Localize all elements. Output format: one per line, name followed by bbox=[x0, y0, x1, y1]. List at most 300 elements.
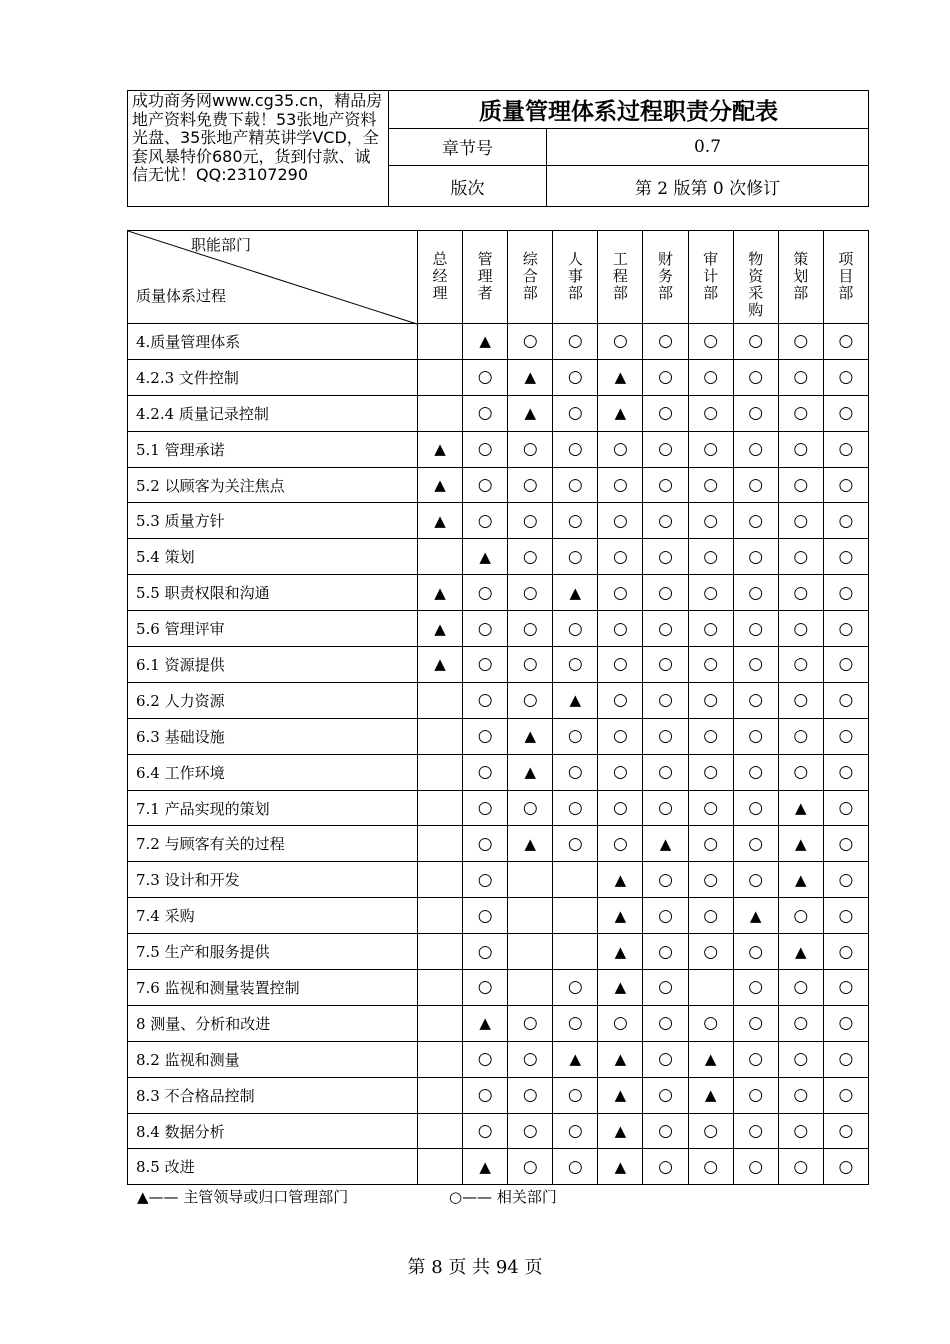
responsibility-cell: ○ bbox=[643, 970, 688, 1006]
responsibility-cell: ○ bbox=[823, 503, 868, 539]
responsibility-cell: ○ bbox=[688, 1149, 733, 1185]
dept-header bbox=[553, 231, 598, 324]
responsibility-cell bbox=[418, 1041, 463, 1077]
table-row bbox=[128, 934, 869, 970]
responsibility-cell: ○ bbox=[553, 395, 598, 431]
responsibility-cell: ○ bbox=[688, 862, 733, 898]
dept-header bbox=[463, 231, 508, 324]
table-row bbox=[128, 611, 869, 647]
responsibility-cell: ○ bbox=[598, 611, 643, 647]
responsibility-cell: ○ bbox=[643, 575, 688, 611]
legend-related: ○—— 相关部门 bbox=[449, 1188, 557, 1206]
responsibility-cell: ○ bbox=[598, 718, 643, 754]
dept-header bbox=[733, 231, 778, 324]
responsibility-cell: ○ bbox=[778, 467, 823, 503]
responsibility-cell: ○ bbox=[688, 575, 733, 611]
table-row bbox=[128, 575, 869, 611]
responsibility-cell: ○ bbox=[688, 754, 733, 790]
responsibility-cell: ○ bbox=[598, 682, 643, 718]
responsibility-cell: ○ bbox=[778, 395, 823, 431]
responsibility-cell: ○ bbox=[598, 503, 643, 539]
responsibility-cell: ▲ bbox=[643, 826, 688, 862]
responsibility-cell: ○ bbox=[643, 1077, 688, 1113]
responsibility-cell: ○ bbox=[823, 611, 868, 647]
responsibility-cell: ○ bbox=[463, 682, 508, 718]
responsibility-cell: ○ bbox=[823, 862, 868, 898]
responsibility-cell: ○ bbox=[463, 826, 508, 862]
dept-header bbox=[823, 231, 868, 324]
responsibility-cell: ○ bbox=[823, 754, 868, 790]
process-name: 7.6 监视和测量装置控制 bbox=[128, 970, 418, 1006]
process-name: 7.4 采购 bbox=[128, 898, 418, 934]
dept-header-label: 项目部 bbox=[838, 250, 854, 302]
process-name: 6.2 人力资源 bbox=[128, 682, 418, 718]
responsibility-cell bbox=[418, 754, 463, 790]
responsibility-cell: ○ bbox=[553, 611, 598, 647]
responsibility-cell: ○ bbox=[733, 934, 778, 970]
responsibility-cell bbox=[418, 718, 463, 754]
responsibility-cell: ○ bbox=[463, 467, 508, 503]
responsibility-cell: ○ bbox=[823, 970, 868, 1006]
responsibility-cell: ○ bbox=[463, 790, 508, 826]
responsibility-cell bbox=[508, 862, 553, 898]
page-footer: 第 8 页 共 94 页 bbox=[407, 1257, 543, 1278]
responsibility-cell: ○ bbox=[463, 754, 508, 790]
responsibility-cell: ○ bbox=[778, 682, 823, 718]
responsibility-cell: ▲ bbox=[418, 467, 463, 503]
process-name: 7.2 与顾客有关的过程 bbox=[128, 826, 418, 862]
responsibility-cell: ▲ bbox=[418, 611, 463, 647]
responsibility-cell: ○ bbox=[778, 1041, 823, 1077]
responsibility-cell: ○ bbox=[598, 324, 643, 360]
responsibility-cell: ▲ bbox=[598, 898, 643, 934]
responsibility-cell: ○ bbox=[598, 790, 643, 826]
dept-header bbox=[643, 231, 688, 324]
responsibility-cell: ○ bbox=[733, 826, 778, 862]
responsibility-cell bbox=[418, 1077, 463, 1113]
responsibility-cell: ○ bbox=[733, 1077, 778, 1113]
responsibility-cell: ○ bbox=[463, 359, 508, 395]
responsibility-cell: ○ bbox=[508, 1113, 553, 1149]
responsibility-cell: ○ bbox=[778, 611, 823, 647]
responsibility-cell: ○ bbox=[733, 1005, 778, 1041]
responsibility-cell: ○ bbox=[778, 1077, 823, 1113]
responsibility-cell bbox=[418, 862, 463, 898]
responsibility-cell: ○ bbox=[823, 575, 868, 611]
responsibility-cell: ▲ bbox=[778, 790, 823, 826]
responsibility-cell: ○ bbox=[688, 934, 733, 970]
responsibility-cell: ○ bbox=[643, 754, 688, 790]
responsibility-cell: ▲ bbox=[463, 539, 508, 575]
table-row bbox=[128, 1041, 869, 1077]
responsibility-cell bbox=[418, 539, 463, 575]
responsibility-cell: ▲ bbox=[598, 970, 643, 1006]
responsibility-cell: ○ bbox=[688, 682, 733, 718]
responsibility-cell: ○ bbox=[688, 395, 733, 431]
responsibility-cell: ○ bbox=[778, 647, 823, 683]
promo-text: 成功商务网www.cg35.cn，精品房地产资料免费下载！53张地产资料光盘、35张地产精英讲学VCD，全套风暴特价680元，货到付款、诚信无忧！QQ:23107290 bbox=[128, 91, 389, 207]
table-row bbox=[128, 718, 869, 754]
section-value: 0.7 bbox=[547, 128, 869, 166]
responsibility-cell: ○ bbox=[823, 934, 868, 970]
responsibility-cell: ▲ bbox=[778, 826, 823, 862]
responsibility-cell: ○ bbox=[778, 718, 823, 754]
responsibility-cell: ▲ bbox=[598, 934, 643, 970]
corner-top-label: 职能部门 bbox=[191, 236, 252, 254]
corner-diagonal bbox=[128, 231, 418, 325]
responsibility-cell: ○ bbox=[553, 826, 598, 862]
responsibility-cell: ○ bbox=[463, 647, 508, 683]
responsibility-cell: ▲ bbox=[508, 718, 553, 754]
responsibility-cell: ○ bbox=[688, 431, 733, 467]
process-name: 8.2 监视和测量 bbox=[128, 1041, 418, 1077]
responsibility-cell: ▲ bbox=[733, 898, 778, 934]
responsibility-cell: ○ bbox=[823, 467, 868, 503]
responsibility-cell bbox=[418, 1113, 463, 1149]
responsibility-cell: ○ bbox=[643, 467, 688, 503]
process-name: 7.5 生产和服务提供 bbox=[128, 934, 418, 970]
responsibility-cell bbox=[418, 790, 463, 826]
responsibility-cell: ○ bbox=[553, 718, 598, 754]
process-name: 4.2.3 文件控制 bbox=[128, 359, 418, 395]
responsibility-cell: ▲ bbox=[553, 682, 598, 718]
responsibility-cell bbox=[418, 324, 463, 360]
responsibility-cell: ○ bbox=[733, 1113, 778, 1149]
responsibility-cell: ○ bbox=[733, 467, 778, 503]
responsibility-cell: ○ bbox=[823, 898, 868, 934]
responsibility-cell bbox=[508, 898, 553, 934]
responsibility-cell bbox=[418, 1149, 463, 1185]
responsibility-cell: ○ bbox=[598, 467, 643, 503]
process-name: 7.3 设计和开发 bbox=[128, 862, 418, 898]
responsibility-cell bbox=[688, 970, 733, 1006]
responsibility-cell: ○ bbox=[553, 1005, 598, 1041]
dept-header bbox=[598, 231, 643, 324]
responsibility-cell: ○ bbox=[733, 575, 778, 611]
dept-header-label: 审计部 bbox=[703, 250, 719, 302]
responsibility-matrix bbox=[127, 230, 869, 1185]
dept-header-label: 财务部 bbox=[658, 250, 674, 302]
responsibility-cell bbox=[508, 970, 553, 1006]
responsibility-cell: ○ bbox=[598, 647, 643, 683]
process-name: 8 测量、分析和改进 bbox=[128, 1005, 418, 1041]
responsibility-cell: ○ bbox=[598, 539, 643, 575]
dept-header bbox=[778, 231, 823, 324]
table-row bbox=[128, 324, 869, 360]
responsibility-cell: ▲ bbox=[598, 1077, 643, 1113]
responsibility-cell: ○ bbox=[778, 539, 823, 575]
responsibility-cell: ○ bbox=[643, 1113, 688, 1149]
responsibility-cell bbox=[418, 395, 463, 431]
corner-bottom-label: 质量体系过程 bbox=[136, 287, 227, 305]
document-title: 质量管理体系过程职责分配表 bbox=[389, 91, 869, 129]
responsibility-cell: ○ bbox=[778, 1149, 823, 1185]
responsibility-cell: ○ bbox=[823, 431, 868, 467]
process-name: 4.2.4 质量记录控制 bbox=[128, 395, 418, 431]
responsibility-cell: ○ bbox=[553, 467, 598, 503]
table-row bbox=[128, 862, 869, 898]
responsibility-cell: ○ bbox=[733, 324, 778, 360]
table-row bbox=[128, 898, 869, 934]
responsibility-cell: ○ bbox=[823, 647, 868, 683]
version-value: 第 2 版第 0 次修订 bbox=[547, 166, 869, 207]
responsibility-cell: ▲ bbox=[598, 862, 643, 898]
responsibility-cell: ○ bbox=[553, 647, 598, 683]
responsibility-cell: ○ bbox=[733, 682, 778, 718]
responsibility-cell: ○ bbox=[463, 898, 508, 934]
responsibility-cell: ○ bbox=[688, 611, 733, 647]
responsibility-cell: ○ bbox=[823, 324, 868, 360]
responsibility-cell: ○ bbox=[643, 1005, 688, 1041]
responsibility-cell: ○ bbox=[823, 395, 868, 431]
legend bbox=[137, 1186, 557, 1207]
responsibility-cell: ○ bbox=[733, 395, 778, 431]
process-name: 8.5 改进 bbox=[128, 1149, 418, 1185]
responsibility-cell: ○ bbox=[643, 503, 688, 539]
responsibility-cell bbox=[418, 682, 463, 718]
dept-header-label: 工程部 bbox=[612, 250, 628, 302]
responsibility-cell: ○ bbox=[733, 539, 778, 575]
responsibility-cell: ○ bbox=[508, 503, 553, 539]
dept-header-label: 总经理 bbox=[432, 250, 448, 302]
responsibility-cell: ○ bbox=[643, 862, 688, 898]
table-row bbox=[128, 503, 869, 539]
responsibility-cell: ○ bbox=[778, 503, 823, 539]
responsibility-cell: ○ bbox=[463, 431, 508, 467]
legend-primary: ▲—— 主管领导或归口管理部门 bbox=[137, 1188, 349, 1206]
responsibility-cell: ○ bbox=[553, 324, 598, 360]
responsibility-cell: ○ bbox=[688, 359, 733, 395]
responsibility-cell: ○ bbox=[823, 359, 868, 395]
responsibility-cell: ○ bbox=[463, 862, 508, 898]
responsibility-cell: ▲ bbox=[778, 934, 823, 970]
responsibility-cell: ▲ bbox=[778, 862, 823, 898]
responsibility-cell: ○ bbox=[778, 324, 823, 360]
responsibility-cell: ○ bbox=[778, 431, 823, 467]
responsibility-cell: ○ bbox=[823, 1041, 868, 1077]
responsibility-cell: ○ bbox=[823, 539, 868, 575]
dept-header bbox=[688, 231, 733, 324]
responsibility-cell: ▲ bbox=[508, 359, 553, 395]
responsibility-cell: ▲ bbox=[688, 1041, 733, 1077]
responsibility-cell: ○ bbox=[508, 611, 553, 647]
responsibility-cell: ○ bbox=[598, 575, 643, 611]
responsibility-cell: ▲ bbox=[463, 324, 508, 360]
table-row bbox=[128, 647, 869, 683]
responsibility-cell: ○ bbox=[688, 898, 733, 934]
table-row bbox=[128, 359, 869, 395]
responsibility-cell: ○ bbox=[553, 970, 598, 1006]
responsibility-cell: ○ bbox=[823, 1113, 868, 1149]
responsibility-cell bbox=[553, 862, 598, 898]
process-name: 6.1 资源提供 bbox=[128, 647, 418, 683]
dept-header-label: 人事部 bbox=[567, 250, 583, 302]
responsibility-cell: ○ bbox=[553, 790, 598, 826]
table-row bbox=[128, 1077, 869, 1113]
responsibility-cell: ▲ bbox=[508, 826, 553, 862]
responsibility-cell: ○ bbox=[643, 324, 688, 360]
responsibility-cell: ○ bbox=[463, 718, 508, 754]
responsibility-cell: ○ bbox=[733, 647, 778, 683]
responsibility-cell: ▲ bbox=[418, 431, 463, 467]
responsibility-cell: ○ bbox=[508, 539, 553, 575]
responsibility-cell: ○ bbox=[643, 539, 688, 575]
responsibility-cell: ▲ bbox=[508, 754, 553, 790]
responsibility-cell: ○ bbox=[778, 970, 823, 1006]
responsibility-cell: ○ bbox=[688, 324, 733, 360]
responsibility-cell: ○ bbox=[733, 359, 778, 395]
responsibility-cell: ○ bbox=[598, 754, 643, 790]
responsibility-cell: ○ bbox=[733, 970, 778, 1006]
responsibility-cell: ○ bbox=[643, 934, 688, 970]
responsibility-cell: ○ bbox=[688, 539, 733, 575]
responsibility-cell: ○ bbox=[508, 682, 553, 718]
responsibility-cell bbox=[418, 934, 463, 970]
responsibility-cell: ○ bbox=[508, 467, 553, 503]
responsibility-cell: ▲ bbox=[418, 575, 463, 611]
responsibility-cell: ○ bbox=[688, 647, 733, 683]
responsibility-cell: ○ bbox=[688, 790, 733, 826]
responsibility-cell: ▲ bbox=[598, 1113, 643, 1149]
table-row bbox=[128, 682, 869, 718]
table-row bbox=[128, 467, 869, 503]
process-name: 4.质量管理体系 bbox=[128, 324, 418, 360]
process-name: 8.3 不合格品控制 bbox=[128, 1077, 418, 1113]
responsibility-cell: ○ bbox=[688, 467, 733, 503]
process-name: 6.3 基础设施 bbox=[128, 718, 418, 754]
responsibility-cell: ○ bbox=[733, 754, 778, 790]
responsibility-cell: ○ bbox=[688, 718, 733, 754]
responsibility-cell: ▲ bbox=[598, 359, 643, 395]
responsibility-cell: ○ bbox=[508, 1005, 553, 1041]
responsibility-cell: ○ bbox=[553, 1077, 598, 1113]
process-name: 6.4 工作环境 bbox=[128, 754, 418, 790]
table-row bbox=[128, 395, 869, 431]
responsibility-cell: ○ bbox=[733, 1041, 778, 1077]
responsibility-cell: ○ bbox=[508, 790, 553, 826]
responsibility-cell: ▲ bbox=[418, 503, 463, 539]
responsibility-cell: ○ bbox=[463, 611, 508, 647]
responsibility-cell: ○ bbox=[823, 1149, 868, 1185]
responsibility-cell: ○ bbox=[553, 1149, 598, 1185]
responsibility-cell: ○ bbox=[643, 718, 688, 754]
responsibility-cell: ○ bbox=[463, 575, 508, 611]
responsibility-cell: ○ bbox=[508, 1149, 553, 1185]
responsibility-cell bbox=[508, 934, 553, 970]
responsibility-cell bbox=[418, 898, 463, 934]
process-name: 5.2 以顾客为关注焦点 bbox=[128, 467, 418, 503]
table-row bbox=[128, 1005, 869, 1041]
responsibility-cell: ▲ bbox=[553, 575, 598, 611]
process-name: 5.3 质量方针 bbox=[128, 503, 418, 539]
responsibility-cell: ○ bbox=[733, 1149, 778, 1185]
responsibility-cell bbox=[553, 898, 598, 934]
responsibility-cell: ○ bbox=[778, 1005, 823, 1041]
responsibility-cell: ○ bbox=[733, 503, 778, 539]
process-name: 5.4 策划 bbox=[128, 539, 418, 575]
responsibility-cell: ▲ bbox=[508, 395, 553, 431]
responsibility-cell: ○ bbox=[643, 898, 688, 934]
responsibility-cell: ○ bbox=[643, 359, 688, 395]
responsibility-cell: ○ bbox=[733, 431, 778, 467]
responsibility-cell: ○ bbox=[508, 575, 553, 611]
responsibility-cell: ○ bbox=[778, 575, 823, 611]
responsibility-cell: ○ bbox=[463, 1113, 508, 1149]
responsibility-cell: ○ bbox=[733, 611, 778, 647]
responsibility-cell bbox=[418, 359, 463, 395]
responsibility-cell: ○ bbox=[553, 431, 598, 467]
dept-header-label: 物资采购 bbox=[748, 250, 764, 319]
header-table bbox=[127, 90, 869, 207]
process-name: 5.6 管理评审 bbox=[128, 611, 418, 647]
table-row bbox=[128, 539, 869, 575]
responsibility-cell: ○ bbox=[643, 431, 688, 467]
responsibility-cell: ○ bbox=[643, 1041, 688, 1077]
responsibility-cell bbox=[418, 970, 463, 1006]
responsibility-cell: ○ bbox=[823, 790, 868, 826]
responsibility-cell: ○ bbox=[598, 826, 643, 862]
responsibility-cell: ○ bbox=[643, 682, 688, 718]
dept-header-label: 策划部 bbox=[793, 250, 809, 302]
responsibility-cell: ▲ bbox=[688, 1077, 733, 1113]
responsibility-cell: ○ bbox=[733, 790, 778, 826]
responsibility-cell: ○ bbox=[463, 1077, 508, 1113]
responsibility-cell: ▲ bbox=[463, 1005, 508, 1041]
responsibility-cell: ○ bbox=[598, 1005, 643, 1041]
table-row bbox=[128, 754, 869, 790]
responsibility-cell: ○ bbox=[553, 503, 598, 539]
table-row bbox=[128, 790, 869, 826]
responsibility-cell: ○ bbox=[778, 1113, 823, 1149]
responsibility-cell: ○ bbox=[688, 1005, 733, 1041]
responsibility-cell: ○ bbox=[508, 1077, 553, 1113]
responsibility-cell: ○ bbox=[463, 1041, 508, 1077]
process-name: 5.5 职责权限和沟通 bbox=[128, 575, 418, 611]
responsibility-cell: ○ bbox=[553, 359, 598, 395]
responsibility-cell: ○ bbox=[463, 395, 508, 431]
responsibility-cell bbox=[418, 826, 463, 862]
responsibility-cell: ○ bbox=[463, 934, 508, 970]
responsibility-cell: ○ bbox=[553, 754, 598, 790]
responsibility-cell: ○ bbox=[643, 611, 688, 647]
table-row bbox=[128, 1149, 869, 1185]
responsibility-cell: ▲ bbox=[553, 1041, 598, 1077]
responsibility-cell bbox=[553, 934, 598, 970]
matrix-corner bbox=[128, 231, 418, 324]
responsibility-cell: ○ bbox=[688, 826, 733, 862]
responsibility-cell: ○ bbox=[778, 359, 823, 395]
responsibility-cell: ○ bbox=[463, 970, 508, 1006]
responsibility-cell: ○ bbox=[688, 1113, 733, 1149]
dept-header bbox=[508, 231, 553, 324]
responsibility-cell: ○ bbox=[463, 503, 508, 539]
process-name: 7.1 产品实现的策划 bbox=[128, 790, 418, 826]
section-label: 章节号 bbox=[389, 128, 547, 166]
dept-header-label: 管理者 bbox=[477, 250, 493, 302]
dept-header-label: 综合部 bbox=[522, 250, 538, 302]
process-name: 5.1 管理承诺 bbox=[128, 431, 418, 467]
responsibility-cell: ○ bbox=[508, 647, 553, 683]
responsibility-cell: ○ bbox=[553, 539, 598, 575]
responsibility-cell: ▲ bbox=[418, 647, 463, 683]
responsibility-cell: ○ bbox=[778, 898, 823, 934]
responsibility-cell: ○ bbox=[823, 1077, 868, 1113]
responsibility-cell: ○ bbox=[733, 862, 778, 898]
responsibility-cell: ▲ bbox=[598, 1149, 643, 1185]
responsibility-cell: ○ bbox=[643, 1149, 688, 1185]
table-row bbox=[128, 431, 869, 467]
responsibility-cell: ○ bbox=[508, 431, 553, 467]
